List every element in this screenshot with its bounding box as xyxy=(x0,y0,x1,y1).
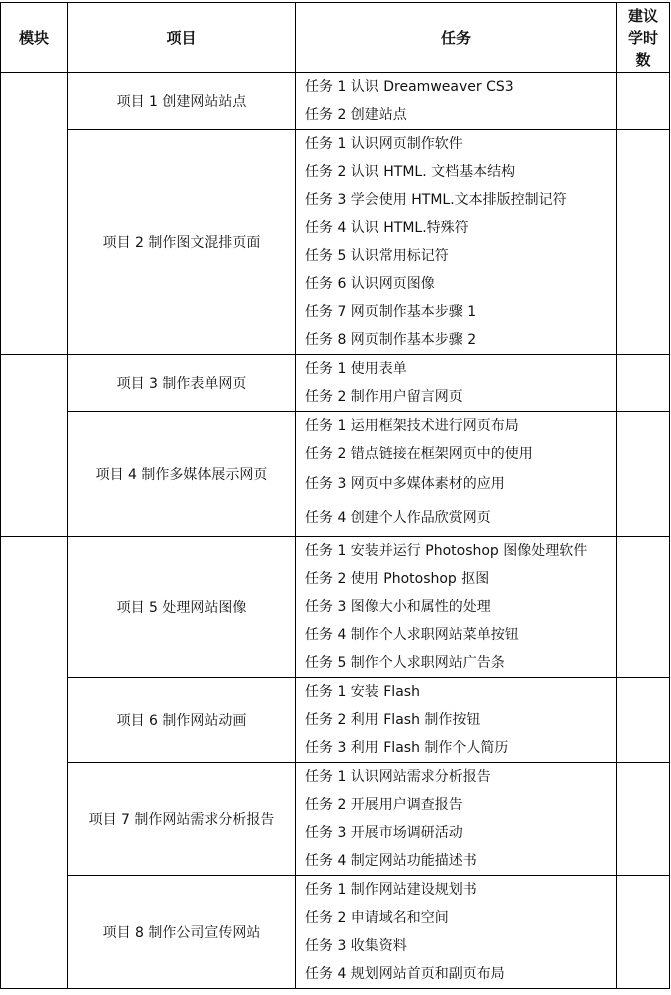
list-item: 任务 5 认识常用标记符 xyxy=(305,248,449,264)
project-cell: 项目 4 制作多媒体展示网页 xyxy=(68,412,296,537)
hours-cell xyxy=(617,355,670,412)
table-row xyxy=(1,130,670,355)
project-cell: 项目 6 制作网站动画 xyxy=(68,678,296,763)
project-cell: 项目 3 制作表单网页 xyxy=(68,355,296,412)
project-cell: 项目 8 制作公司宣传网站 xyxy=(68,876,296,989)
list-item: 任务 8 网页制作基本步骤 2 xyxy=(305,332,477,348)
list-item: 任务 4 创建个人作品欣赏网页 xyxy=(305,510,491,526)
curriculum-table xyxy=(0,2,670,989)
hours-cell xyxy=(617,412,670,537)
list-item: 任务 2 申请域名和空间 xyxy=(305,910,449,926)
list-item: 任务 4 认识 HTML.特殊符 xyxy=(305,220,469,236)
module-cell xyxy=(1,355,68,537)
project-cell: 项目 7 制作网站需求分析报告 xyxy=(68,763,296,876)
task-cell xyxy=(296,73,617,130)
task-cell xyxy=(296,412,617,537)
list-item: 任务 1 认识网站需求分析报告 xyxy=(305,769,491,785)
module-cell xyxy=(1,537,68,989)
module-cell xyxy=(1,73,68,355)
header-task: 任务 xyxy=(296,3,617,73)
header-module: 模块 xyxy=(1,3,68,73)
task-cell xyxy=(296,763,617,876)
list-item: 任务 4 规划网站首页和副页布局 xyxy=(305,966,505,982)
list-item: 任务 7 网页制作基本步骤 1 xyxy=(305,304,477,320)
list-item: 任务 1 使用表单 xyxy=(305,361,407,377)
list-item: 任务 6 认识网页图像 xyxy=(305,276,435,292)
table-row xyxy=(1,73,670,130)
list-item: 任务 4 制作个人求职网站菜单按钮 xyxy=(305,627,519,643)
list-item: 任务 3 开展市场调研活动 xyxy=(305,825,463,841)
hours-cell xyxy=(617,763,670,876)
hours-cell xyxy=(617,537,670,678)
hours-cell xyxy=(617,130,670,355)
list-item: 任务 2 创建站点 xyxy=(305,107,407,123)
list-item: 任务 2 开展用户调查报告 xyxy=(305,797,463,813)
list-item: 任务 2 使用 Photoshop 抠图 xyxy=(305,571,490,587)
task-cell xyxy=(296,130,617,355)
project-cell: 项目 5 处理网站图像 xyxy=(68,537,296,678)
list-item: 任务 4 制定网站功能描述书 xyxy=(305,853,477,869)
list-item: 任务 2 错点链接在框架网页中的使用 xyxy=(305,446,533,462)
table-row xyxy=(1,763,670,876)
list-item: 任务 5 制作个人求职网站广告条 xyxy=(305,655,505,671)
task-cell xyxy=(296,678,617,763)
list-item: 任务 2 认识 HTML. 文档基本结构 xyxy=(305,164,516,180)
list-item: 任务 2 制作用户留言网页 xyxy=(305,389,463,405)
hours-cell xyxy=(617,876,670,989)
list-item: 任务 1 运用框架技术进行网页布局 xyxy=(305,418,519,434)
list-item: 任务 3 利用 Flash 制作个人简历 xyxy=(305,740,509,756)
task-cell xyxy=(296,355,617,412)
list-item: 任务 3 网页中多媒体素材的应用 xyxy=(305,476,505,492)
hours-cell xyxy=(617,678,670,763)
table-row xyxy=(1,355,670,412)
task-cell xyxy=(296,876,617,989)
header-project: 项目 xyxy=(68,3,296,73)
table-row xyxy=(1,537,670,678)
project-cell: 项目 2 制作图文混排页面 xyxy=(68,130,296,355)
list-item: 任务 3 收集资料 xyxy=(305,938,407,954)
table-row xyxy=(1,876,670,989)
table-row xyxy=(1,412,670,537)
list-item: 任务 3 学会使用 HTML.文本排版控制记符 xyxy=(305,192,567,208)
project-cell: 项目 1 创建网站站点 xyxy=(68,73,296,130)
table-row xyxy=(1,678,670,763)
list-item: 任务 3 图像大小和属性的处理 xyxy=(305,599,491,615)
task-cell xyxy=(296,537,617,678)
list-item: 任务 1 安装 Flash xyxy=(305,684,420,700)
list-item: 任务 1 认识 Dreamweaver CS3 xyxy=(305,79,514,95)
hours-cell xyxy=(617,73,670,130)
list-item: 任务 2 利用 Flash 制作按钮 xyxy=(305,712,481,728)
list-item: 任务 1 安装并运行 Photoshop 图像处理软件 xyxy=(305,543,588,559)
header-row xyxy=(1,3,670,73)
header-suggested-hours: 建议 学时 数 xyxy=(617,3,670,73)
list-item: 任务 1 认识网页制作软件 xyxy=(305,136,463,152)
list-item: 任务 1 制作网站建设规划书 xyxy=(305,882,477,898)
